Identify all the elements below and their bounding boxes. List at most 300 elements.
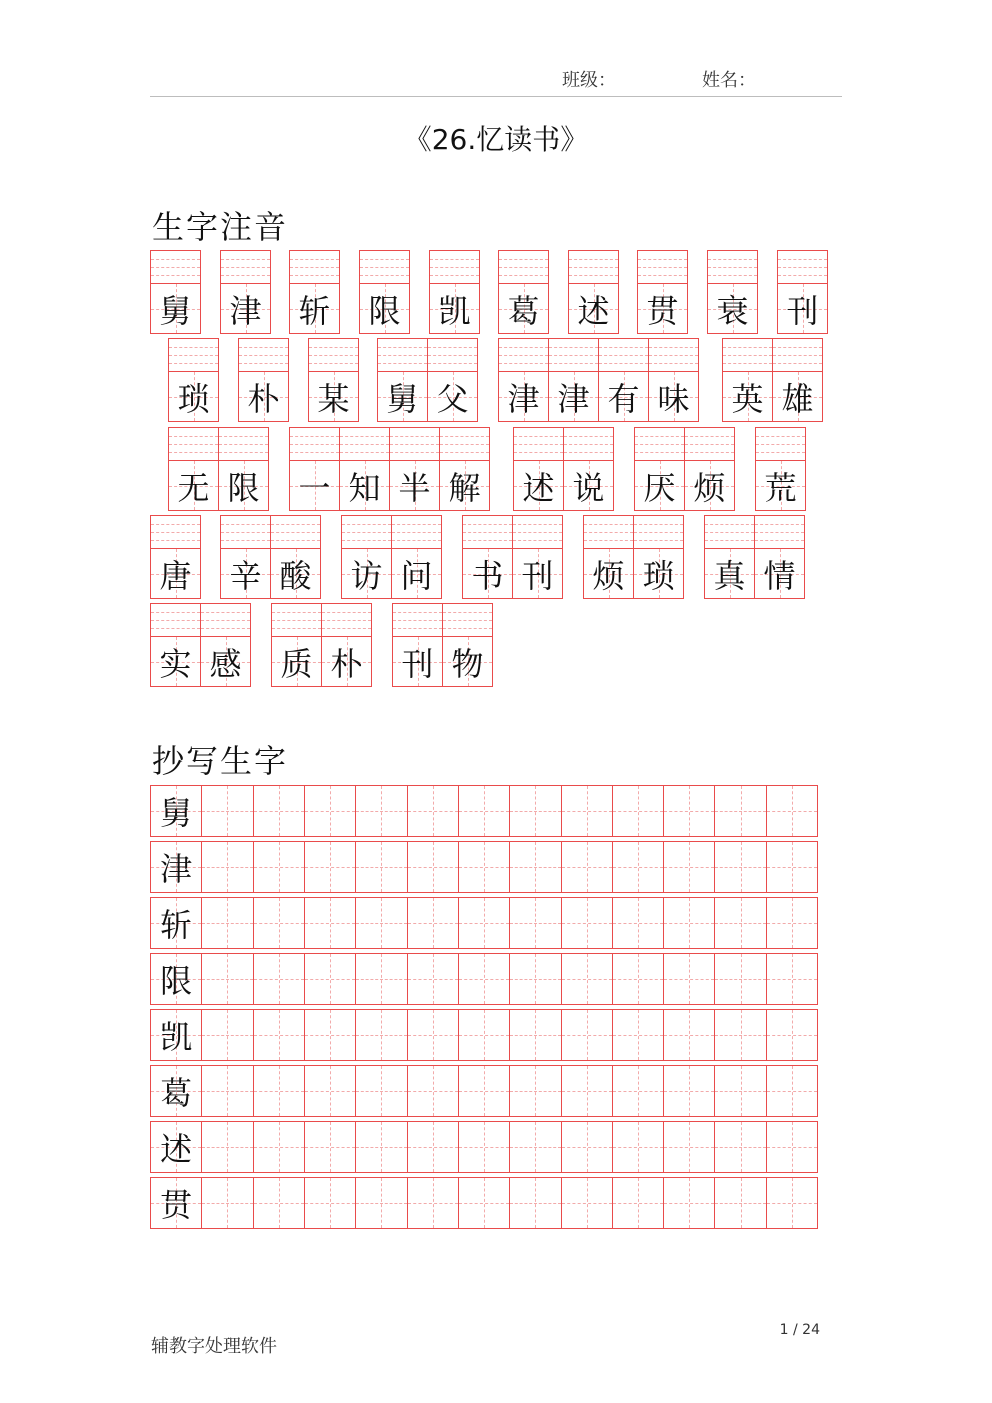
practice-square[interactable] <box>561 1010 612 1060</box>
model-char: 贯 <box>160 1186 193 1224</box>
practice-square[interactable] <box>201 842 252 892</box>
practice-row <box>150 1065 818 1117</box>
word-tile <box>150 603 251 687</box>
practice-square[interactable] <box>663 786 714 836</box>
hanzi-char: 烦 <box>693 468 726 507</box>
hanzi-char: 舅 <box>386 379 419 418</box>
hanzi-char: 述 <box>522 468 555 507</box>
word-tile <box>220 515 321 599</box>
pinyin-box <box>778 251 827 284</box>
char-cell <box>218 427 269 511</box>
hanzi-char: 知 <box>348 468 381 507</box>
hanzi-char: 舅 <box>159 291 192 330</box>
practice-square[interactable] <box>766 1066 817 1116</box>
char-cell <box>377 338 428 422</box>
pinyin-box <box>514 428 563 461</box>
practice-square[interactable] <box>561 786 612 836</box>
word-tile <box>777 250 828 334</box>
model-char: 凯 <box>160 1018 193 1056</box>
page-title: 《26.忆读书》 <box>403 123 589 156</box>
word-tile <box>634 427 735 511</box>
practice-square[interactable] <box>509 1010 560 1060</box>
char-cell <box>707 250 758 334</box>
practice-square[interactable] <box>714 1066 765 1116</box>
practice-square[interactable] <box>201 954 252 1004</box>
practice-square[interactable] <box>663 1010 714 1060</box>
char-cell <box>168 338 219 422</box>
hanzi-char: 琐 <box>177 379 210 418</box>
char-cell <box>427 338 478 422</box>
pinyin-box <box>428 339 477 372</box>
pinyin-box <box>392 516 441 549</box>
pinyin-box <box>272 604 321 637</box>
practice-row <box>150 897 818 949</box>
hanzi-char: 问 <box>400 556 433 595</box>
practice-square[interactable] <box>561 1178 612 1228</box>
pinyin-box <box>201 604 250 637</box>
pinyin-box <box>756 428 805 461</box>
char-cell <box>512 515 563 599</box>
pinyin-box <box>239 339 288 372</box>
pinyin-box <box>635 428 684 461</box>
hanzi-char: 限 <box>368 291 401 330</box>
pinyin-box <box>360 251 409 284</box>
practice-square[interactable] <box>304 1066 355 1116</box>
pinyin-box <box>221 251 270 284</box>
practice-square[interactable] <box>304 1178 355 1228</box>
practice-square[interactable] <box>355 1010 406 1060</box>
pinyin-box <box>499 251 548 284</box>
practice-square[interactable] <box>407 786 458 836</box>
pinyin-box <box>169 428 218 461</box>
practice-square[interactable] <box>663 1066 714 1116</box>
hanzi-char: 津 <box>557 379 590 418</box>
char-cell <box>168 427 219 511</box>
pinyin-box <box>499 339 548 372</box>
pinyin-box <box>584 516 633 549</box>
hanzi-char: 质 <box>280 644 313 683</box>
char-cell <box>755 427 806 511</box>
char-cell <box>498 338 549 422</box>
char-cell <box>772 338 823 422</box>
model-char: 述 <box>160 1130 193 1168</box>
char-cell <box>359 250 410 334</box>
pinyin-box <box>221 516 270 549</box>
practice-square[interactable] <box>253 1178 304 1228</box>
practice-square[interactable] <box>663 842 714 892</box>
practice-square[interactable] <box>407 954 458 1004</box>
char-cell <box>498 250 549 334</box>
hanzi-char: 限 <box>227 468 260 507</box>
hanzi-char: 唐 <box>159 556 192 595</box>
hanzi-char: 书 <box>471 556 504 595</box>
practice-square[interactable] <box>407 1178 458 1228</box>
hanzi-char: 荒 <box>764 468 797 507</box>
practice-square[interactable] <box>407 898 458 948</box>
practice-square[interactable] <box>663 898 714 948</box>
hanzi-char: 朴 <box>247 379 280 418</box>
word-tile <box>707 250 758 334</box>
hanzi-char: 葛 <box>507 291 540 330</box>
practice-square[interactable] <box>561 1066 612 1116</box>
practice-square[interactable] <box>714 1122 765 1172</box>
practice-square[interactable] <box>766 1122 817 1172</box>
practice-square[interactable] <box>355 1178 406 1228</box>
pinyin-box <box>290 251 339 284</box>
practice-square[interactable] <box>766 898 817 948</box>
char-cell <box>634 427 685 511</box>
practice-square[interactable] <box>766 1010 817 1060</box>
practice-square[interactable] <box>355 842 406 892</box>
practice-square[interactable] <box>201 1178 252 1228</box>
practice-square[interactable] <box>458 954 509 1004</box>
model-char-square <box>151 898 201 948</box>
practice-square[interactable] <box>201 898 252 948</box>
practice-square[interactable] <box>509 898 560 948</box>
practice-row <box>150 785 818 837</box>
char-cell <box>289 427 340 511</box>
practice-square[interactable] <box>407 1010 458 1060</box>
practice-square[interactable] <box>458 1178 509 1228</box>
pinyin-box <box>219 428 268 461</box>
word-tile <box>755 427 806 511</box>
practice-square[interactable] <box>458 1122 509 1172</box>
practice-square[interactable] <box>458 842 509 892</box>
char-cell <box>391 515 442 599</box>
char-cell <box>637 250 688 334</box>
pinyin-box <box>564 428 613 461</box>
pinyin-box <box>271 516 320 549</box>
class-label: 班级： <box>562 70 616 91</box>
model-char: 限 <box>160 962 193 1000</box>
practice-square[interactable] <box>253 954 304 1004</box>
practice-square[interactable] <box>304 842 355 892</box>
char-cell <box>648 338 699 422</box>
practice-square[interactable] <box>509 954 560 1004</box>
practice-square[interactable] <box>355 954 406 1004</box>
word-tile <box>377 338 478 422</box>
model-char-square <box>151 842 201 892</box>
char-cell <box>722 338 773 422</box>
practice-square[interactable] <box>458 898 509 948</box>
footer-software: 辅教字处理软件 <box>151 1336 277 1357</box>
hanzi-char: 凯 <box>438 291 471 330</box>
practice-square[interactable] <box>766 954 817 1004</box>
char-cell <box>271 603 322 687</box>
practice-square[interactable] <box>201 1066 252 1116</box>
practice-square[interactable] <box>612 1066 663 1116</box>
practice-square[interactable] <box>561 954 612 1004</box>
practice-square[interactable] <box>509 1178 560 1228</box>
char-cell <box>439 427 490 511</box>
hanzi-char: 津 <box>229 291 262 330</box>
char-cell <box>513 427 564 511</box>
practice-square[interactable] <box>714 842 765 892</box>
pinyin-box <box>322 604 371 637</box>
model-char-square <box>151 954 201 1004</box>
pinyin-box <box>705 516 754 549</box>
pinyin-box <box>638 251 687 284</box>
pinyin-box <box>430 251 479 284</box>
hanzi-char: 味 <box>657 379 690 418</box>
char-cell <box>220 250 271 334</box>
char-cell <box>200 603 251 687</box>
pinyin-box <box>708 251 757 284</box>
hanzi-char: 半 <box>398 468 431 507</box>
char-cell <box>289 250 340 334</box>
char-cell <box>462 515 513 599</box>
practice-square[interactable] <box>253 786 304 836</box>
char-cell <box>150 603 201 687</box>
practice-square[interactable] <box>201 1010 252 1060</box>
header-divider <box>150 96 842 97</box>
practice-square[interactable] <box>612 1178 663 1228</box>
char-cell <box>321 603 372 687</box>
char-cell <box>598 338 649 422</box>
pinyin-box <box>685 428 734 461</box>
practice-row <box>150 1121 818 1173</box>
practice-square[interactable] <box>304 898 355 948</box>
char-cell <box>429 250 480 334</box>
practice-square[interactable] <box>253 1122 304 1172</box>
char-cell <box>777 250 828 334</box>
practice-square[interactable] <box>304 1122 355 1172</box>
pinyin-box <box>599 339 648 372</box>
pinyin-box <box>443 604 492 637</box>
hanzi-char: 辛 <box>229 556 262 595</box>
char-cell <box>442 603 493 687</box>
hanzi-char: 琐 <box>642 556 675 595</box>
practice-square[interactable] <box>509 1122 560 1172</box>
hanzi-char: 酸 <box>279 556 312 595</box>
pinyin-box <box>773 339 822 372</box>
practice-square[interactable] <box>458 1066 509 1116</box>
hanzi-char: 刊 <box>521 556 554 595</box>
practice-square[interactable] <box>612 954 663 1004</box>
hanzi-char: 某 <box>317 379 350 418</box>
practice-square[interactable] <box>304 1010 355 1060</box>
pinyin-box <box>290 428 339 461</box>
pinyin-box <box>342 516 391 549</box>
word-tile <box>513 427 614 511</box>
model-char-square <box>151 1010 201 1060</box>
model-char-square <box>151 1122 201 1172</box>
hanzi-char: 有 <box>607 379 640 418</box>
pinyin-box <box>463 516 512 549</box>
practice-square[interactable] <box>561 1122 612 1172</box>
pinyin-box <box>393 604 442 637</box>
hanzi-char: 英 <box>731 379 764 418</box>
section-title-copy: 抄写生字 <box>152 742 289 780</box>
practice-square[interactable] <box>612 786 663 836</box>
word-tile <box>271 603 372 687</box>
practice-square[interactable] <box>355 786 406 836</box>
practice-square[interactable] <box>355 898 406 948</box>
model-char: 葛 <box>160 1074 193 1112</box>
hanzi-char: 无 <box>177 468 210 507</box>
hanzi-char: 父 <box>436 379 469 418</box>
practice-square[interactable] <box>509 786 560 836</box>
pinyin-box <box>340 428 389 461</box>
pinyin-box <box>390 428 439 461</box>
practice-square[interactable] <box>509 842 560 892</box>
practice-square[interactable] <box>612 1122 663 1172</box>
practice-square[interactable] <box>407 1066 458 1116</box>
char-cell <box>220 515 271 599</box>
hanzi-char: 情 <box>763 556 796 595</box>
practice-square[interactable] <box>407 1122 458 1172</box>
char-cell <box>341 515 392 599</box>
practice-square[interactable] <box>407 842 458 892</box>
page-number: 1 / 24 <box>779 1322 820 1338</box>
char-cell <box>563 427 614 511</box>
hanzi-char: 述 <box>577 291 610 330</box>
char-cell <box>270 515 321 599</box>
hanzi-char: 斩 <box>298 291 331 330</box>
word-tile <box>498 338 699 422</box>
practice-square[interactable] <box>201 1122 252 1172</box>
practice-square[interactable] <box>612 1010 663 1060</box>
hanzi-char: 感 <box>209 644 242 683</box>
char-cell <box>150 250 201 334</box>
word-tile <box>289 427 490 511</box>
word-tile <box>150 515 201 599</box>
pinyin-box <box>513 516 562 549</box>
char-cell <box>754 515 805 599</box>
practice-row <box>150 1177 818 1229</box>
word-tile <box>341 515 442 599</box>
practice-square[interactable] <box>561 842 612 892</box>
pinyin-box <box>151 251 200 284</box>
word-tile <box>289 250 340 334</box>
char-cell <box>684 427 735 511</box>
practice-square[interactable] <box>458 1010 509 1060</box>
word-tile <box>637 250 688 334</box>
hanzi-char: 贯 <box>646 291 679 330</box>
char-cell <box>704 515 755 599</box>
practice-square[interactable] <box>714 1178 765 1228</box>
practice-square[interactable] <box>714 898 765 948</box>
practice-square[interactable] <box>714 786 765 836</box>
hanzi-char: 刊 <box>401 644 434 683</box>
practice-square[interactable] <box>253 1066 304 1116</box>
word-tile <box>308 338 359 422</box>
word-tile <box>392 603 493 687</box>
pinyin-box <box>151 604 200 637</box>
practice-square[interactable] <box>304 954 355 1004</box>
practice-square[interactable] <box>355 1066 406 1116</box>
practice-square[interactable] <box>561 898 612 948</box>
practice-square[interactable] <box>509 1066 560 1116</box>
practice-square[interactable] <box>253 898 304 948</box>
char-cell <box>308 338 359 422</box>
practice-row <box>150 1009 818 1061</box>
practice-square[interactable] <box>612 842 663 892</box>
word-tile <box>220 250 271 334</box>
pinyin-box <box>723 339 772 372</box>
practice-square[interactable] <box>714 954 765 1004</box>
practice-square[interactable] <box>458 786 509 836</box>
pinyin-box <box>549 339 598 372</box>
char-cell <box>339 427 390 511</box>
practice-square[interactable] <box>766 1178 817 1228</box>
pinyin-box <box>309 339 358 372</box>
word-tile <box>498 250 549 334</box>
hanzi-char: 津 <box>507 379 540 418</box>
word-tile <box>704 515 805 599</box>
pinyin-box <box>755 516 804 549</box>
hanzi-char: 真 <box>713 556 746 595</box>
word-tile <box>722 338 823 422</box>
word-tile <box>359 250 410 334</box>
practice-square[interactable] <box>663 1122 714 1172</box>
model-char: 斩 <box>160 906 193 944</box>
practice-square[interactable] <box>201 786 252 836</box>
word-tile <box>168 338 219 422</box>
practice-row <box>150 841 818 893</box>
hanzi-char: 雄 <box>781 379 814 418</box>
practice-square[interactable] <box>766 842 817 892</box>
char-cell <box>583 515 634 599</box>
practice-square[interactable] <box>355 1122 406 1172</box>
word-tile <box>150 250 201 334</box>
practice-square[interactable] <box>304 786 355 836</box>
hanzi-char: 实 <box>159 644 192 683</box>
pinyin-box <box>634 516 683 549</box>
hanzi-char: 解 <box>448 468 481 507</box>
practice-square[interactable] <box>663 954 714 1004</box>
model-char-square <box>151 786 201 836</box>
practice-square[interactable] <box>663 1178 714 1228</box>
hanzi-char: 刊 <box>786 291 819 330</box>
practice-row <box>150 953 818 1005</box>
word-tile <box>238 338 289 422</box>
practice-square[interactable] <box>714 1010 765 1060</box>
char-cell <box>238 338 289 422</box>
hanzi-char: 物 <box>451 644 484 683</box>
char-cell <box>150 515 201 599</box>
hanzi-char: 朴 <box>330 644 363 683</box>
word-tile <box>462 515 563 599</box>
hanzi-char: 烦 <box>592 556 625 595</box>
hanzi-char: 访 <box>350 556 383 595</box>
practice-square[interactable] <box>253 1010 304 1060</box>
pinyin-box <box>649 339 698 372</box>
char-cell <box>392 603 443 687</box>
char-cell <box>548 338 599 422</box>
model-char-square <box>151 1066 201 1116</box>
char-cell <box>568 250 619 334</box>
pinyin-box <box>569 251 618 284</box>
word-tile <box>429 250 480 334</box>
pinyin-box <box>169 339 218 372</box>
model-char: 舅 <box>160 794 193 832</box>
model-char: 津 <box>160 850 193 888</box>
char-cell <box>389 427 440 511</box>
practice-square[interactable] <box>253 842 304 892</box>
section-title-pinyin: 生字注音 <box>152 208 289 246</box>
practice-square[interactable] <box>766 786 817 836</box>
word-tile <box>583 515 684 599</box>
practice-square[interactable] <box>612 898 663 948</box>
char-cell <box>633 515 684 599</box>
hanzi-char: 说 <box>572 468 605 507</box>
model-char-square <box>151 1178 201 1228</box>
pinyin-box <box>378 339 427 372</box>
hanzi-char: 衰 <box>716 291 749 330</box>
pinyin-box <box>440 428 489 461</box>
hanzi-char: 一 <box>298 468 331 507</box>
